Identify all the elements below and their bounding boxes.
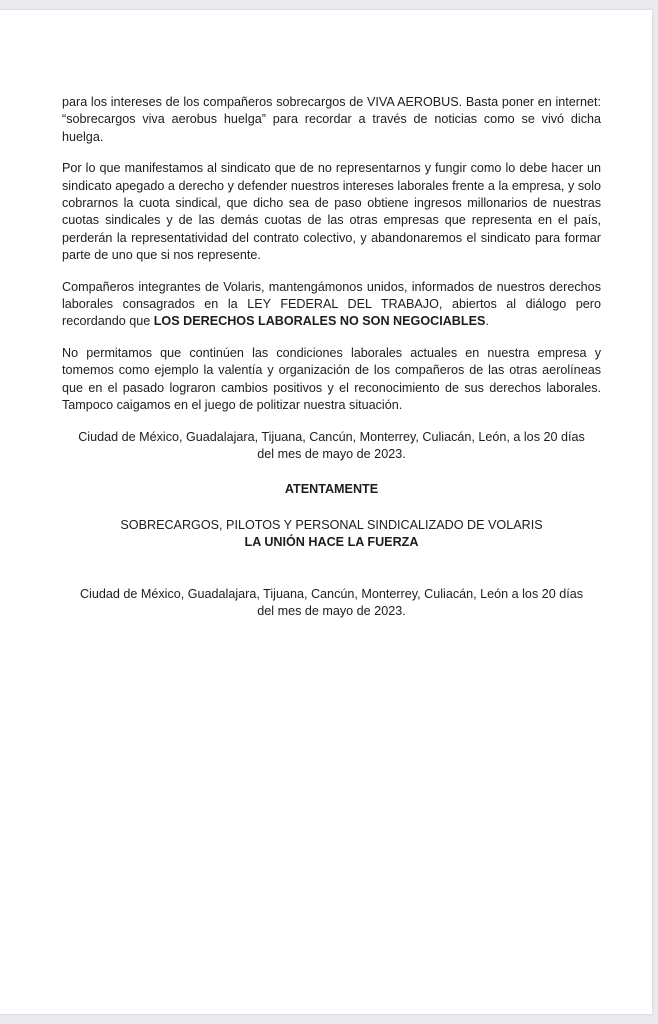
place-date-block-repeat	[62, 586, 601, 621]
place-date-line: del mes de mayo de 2023.	[257, 603, 406, 618]
document-page	[0, 10, 652, 1014]
paragraph-companeros	[62, 279, 601, 331]
place-date-block	[62, 429, 601, 464]
paragraph-bold-statement: LOS DERECHOS LABORALES NO SON NEGOCIABLES	[153, 314, 486, 329]
paragraph-text: para los intereses de los compañeros sobrecargos de VIVA AEROBUS. Basta poner en internet: “sobrecargos viva aerobus huelga” para recordar a través de noticias como se vivó dicha huelga.	[62, 95, 601, 144]
paragraph-viva-aerobus	[62, 94, 601, 146]
paragraph-text: Compañeros integrantes de Volaris, mantengámonos unidos, informados de nuestros derechos laborales consagrados en la LEY FEDERAL DEL TRABAJO, abiertos al diálogo pero recordando que	[62, 279, 601, 329]
signatory-text: SOBRECARGOS, PILOTOS Y PERSONAL SINDICALIZADO DE VOLARIS	[120, 517, 543, 532]
paragraph-text: No permitamos que continúen las condiciones laborales actuales en nuestra empresa y tomemos como ejemplo la valentía y organización de los compañeros de las otras aerolíneas que en el pasado lograron cambios positivos y el reconocimiento de sus derechos laborales. Tampoco caigamos en el juego de politizar nuestra situación.	[62, 345, 601, 413]
place-date-line: Ciudad de México, Guadalajara, Tijuana, Cancún, Monterrey, Culiacán, León, a los 20 días	[78, 429, 585, 444]
place-date-line: Ciudad de México, Guadalajara, Tijuana, Cancún, Monterrey, Culiacán, León a los 20 días	[79, 586, 584, 601]
paragraph-sindicato	[62, 160, 601, 264]
paragraph-no-permitamos	[62, 345, 601, 415]
motto-text: LA UNIÓN HACE LA FUERZA	[244, 535, 419, 550]
document-body	[62, 94, 601, 620]
paragraph-period: .	[485, 314, 489, 329]
paragraph-text: Por lo que manifestamos al sindicato que de no representarnos y fungir como lo debe hacer un sindicato apegado a derecho y defender nuestros intereses laborales frente a la empresa, y solo cobrarnos la cuota sindical, que dicho sea de paso obtiene ingresos millonarios de nuestras cuotas sindicales y de las demás cuotas de las otras empresas que representa en el país, perderán la representatividad del contrato colectivo, y abandonaremos el sindicato para formar parte de uno que si nos represente.	[62, 161, 601, 263]
place-date-line: del mes de mayo de 2023.	[257, 446, 406, 461]
closing-text: ATENTAMENTE	[284, 482, 379, 497]
